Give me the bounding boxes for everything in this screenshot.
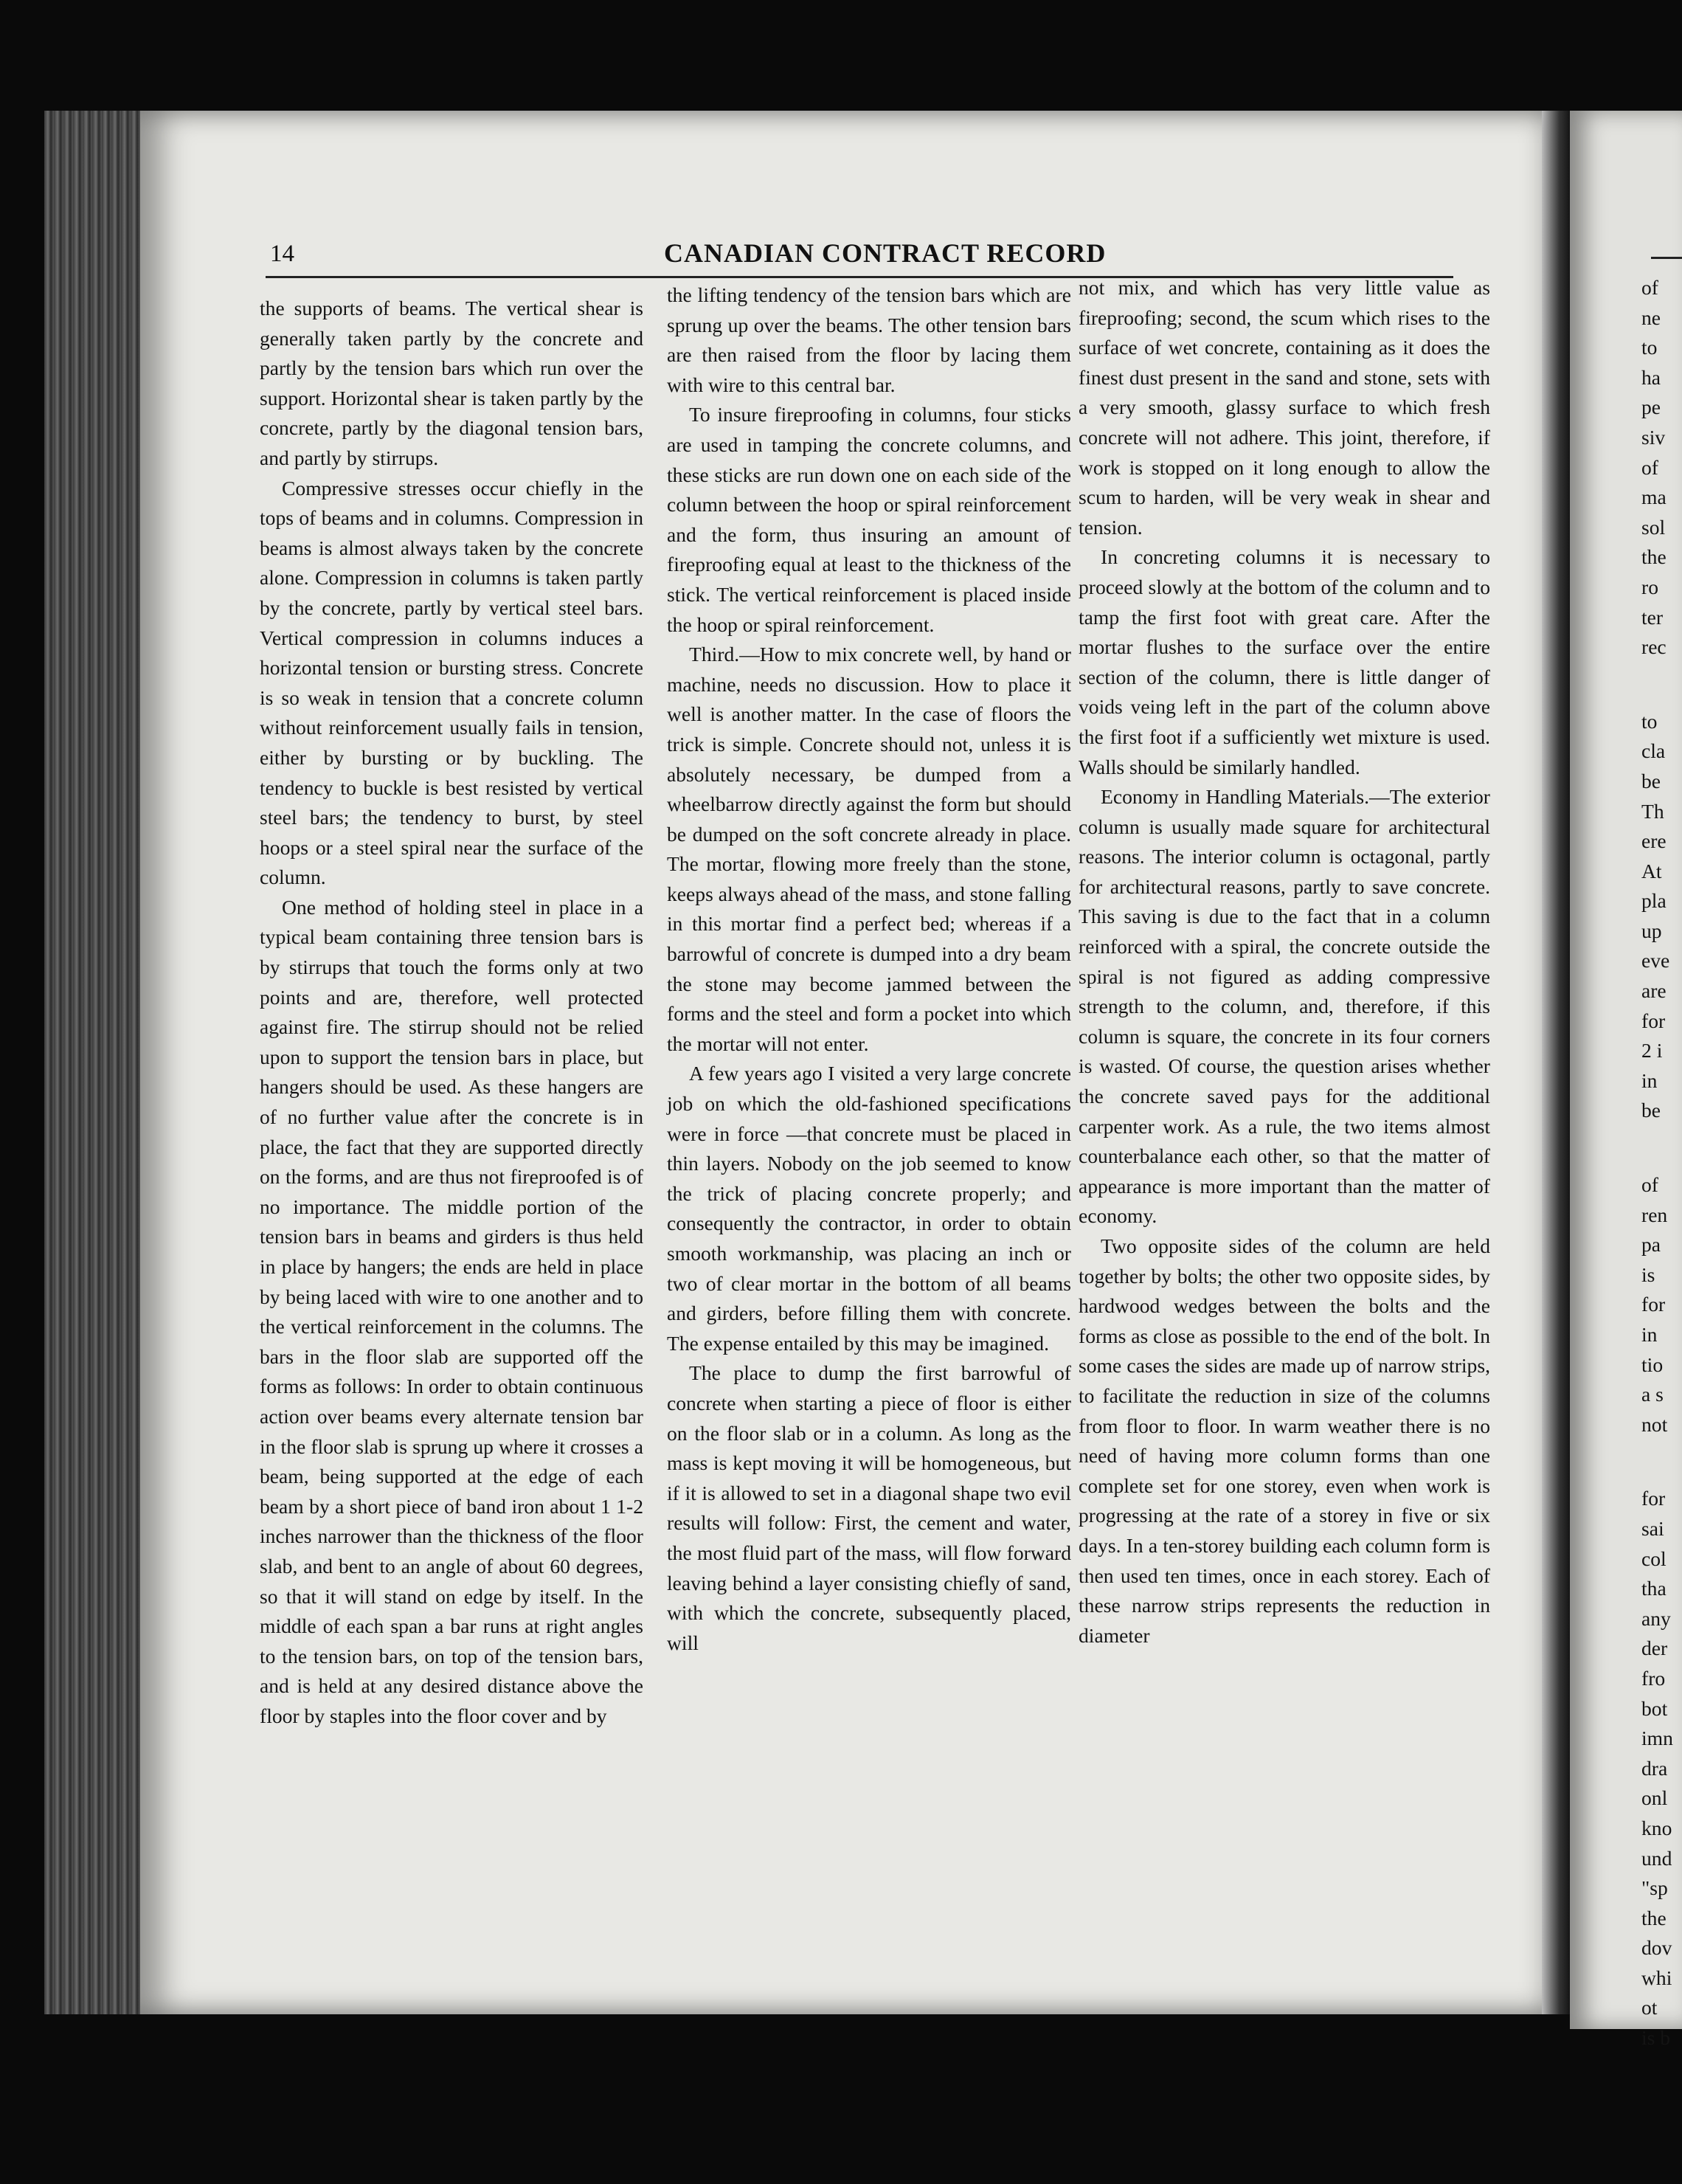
facing-page-line: ro	[1641, 575, 1658, 598]
text-column-2	[667, 280, 1071, 1658]
facing-page-line: be	[1641, 769, 1661, 792]
facing-page-line: to	[1641, 709, 1658, 733]
facing-page-line: in	[1641, 1323, 1658, 1346]
facing-page-line: cla	[1641, 739, 1666, 763]
paragraph: not mix, and which has very little value as fireproofing; second, the scum which rises to the surface of wet concrete, containing as it does the finest dust present in the sand and stone, sets with a very smooth, glassy surface to which fresh concrete will not adhere. This joint, therefore, if work is stopped on it long enough to allow the scum to harden, will be very weak in shear and tension.	[1079, 276, 1490, 539]
facing-page-line: of	[1641, 1173, 1658, 1197]
paragraph: Third.—How to mix concrete well, by hand or machine, needs no discussion. How to place it well is another matter. In the case of floors the trick is simple. Concrete should not, unless it is absolutely necessary, be dumped from a wheelbarrow directly against the form but should be dumped on the soft concrete already in place. The mortar, flowing more freely than the stone, keeps always ahead of the mass, and stone falling in this mortar find a perfect bed; whereas if a barrowful of concrete is dumped into a dry beam the stone may become jammed between the forms and the steel and form a pocket into which the mortar will not enter.	[667, 643, 1071, 1055]
facing-page-line: of	[1641, 276, 1658, 299]
facing-page-line: At	[1641, 859, 1662, 882]
facing-page-line: tha	[1641, 1577, 1667, 1600]
paragraph: A few years ago I visited a very large concrete job on which the old-fashioned specifications were in force —that concrete must be placed in thin layers. Nobody on the job seemed to know the trick of placing concrete properly; and consequently the contractor, in order to obtain smooth workmanship, was placing an inch or two of clear mortar in the bottom of all beams and girders, before filling them with concrete. The expense entailed by this may be imagined.	[667, 1062, 1071, 1355]
facing-page-line: sol	[1641, 515, 1666, 539]
facing-page-line: ma	[1641, 485, 1667, 509]
facing-page-line	[1641, 1440, 1682, 1484]
facing-page-line: ter	[1641, 605, 1664, 629]
paragraph: the supports of beams. The vertical shear is generally taken partly by the concrete and partly by the tension bars which run over the support. Horizontal shear is taken partly by the concrete, partly by the diagonal tension bars, and partly by stirrups.	[260, 297, 643, 469]
facing-page-line: ne	[1641, 305, 1661, 329]
facing-page-line: "sp	[1641, 1876, 1668, 1900]
facing-page-line: kno	[1641, 1816, 1672, 1839]
facing-page-line: rec	[1641, 635, 1667, 659]
paragraph: One method of holding steel in place in a typical beam containing three tension bars is by stirrups that touch the forms only at two points and are, therefore, well protected against fire. The stirrup should not be relied upon to support the tension bars in place, but hangers should be used. As these hangers are of no further value after the concrete is in place, the fact that they are supported directly on the forms, and are thus not fireproofed is of no importance. The middle portion of the tension bars in beams and girders is thus held in place by hangers; the ends are held in place by being laced with wire to one another and to the vertical reinforcement in the columns. The bars in the floor slab are supported off the forms as follows: In order to obtain continuous action over beams every alternate tension bar in the floor slab is sprung up where it crosses a beam, being supported at the edge of each beam by a short piece of band iron about 1 1-2 inches narrower than the thickness of the floor slab, and bent to an angle of about 60 degrees, so that it will stand on edge by itself. In the middle of each span a bar runs at right angles to the tension bars, on top of the tension bars, and is held at any desired distance above the floor by staples into the floor cover and by	[260, 895, 643, 1727]
page-edges	[44, 111, 155, 2014]
facing-page-line: ere	[1641, 829, 1667, 853]
facing-page-line: und	[1641, 1846, 1672, 1870]
facing-page-line: eve	[1641, 949, 1670, 972]
facing-page-line: col	[1641, 1547, 1667, 1570]
facing-page-line: whi	[1641, 1966, 1672, 1989]
facing-page-text-fragments	[1641, 273, 1682, 2053]
facing-page-line: onl	[1641, 1786, 1668, 1810]
page-number: 14	[270, 241, 294, 267]
facing-page-line: are	[1641, 979, 1667, 1003]
facing-page-line: ren	[1641, 1203, 1668, 1226]
facing-page-line	[1641, 1126, 1682, 1170]
facing-page-line: the	[1641, 1906, 1667, 1929]
facing-page-line: dra	[1641, 1756, 1668, 1780]
facing-page-line: for	[1641, 1009, 1666, 1032]
facing-page-line: a s	[1641, 1383, 1664, 1406]
text-column-1	[260, 294, 643, 1732]
facing-page-line: the	[1641, 545, 1667, 569]
facing-page-line: pla	[1641, 889, 1667, 913]
paragraph: Two opposite sides of the column are held together by bolts; the other two opposite sides, by hardwood wedges between the bolts and the forms as close as possible to the end of the bolt. In some cases the sides are made up of narrow strips, to facilitate the reduction in size of the columns from floor to floor. In warm weather there is no need of having more column forms than one complete set for one storey, even when work is progressing at the rate of a storey in five or six days. In a ten-storey building each column form is then used ten times, once in each storey. Each of these narrow strips represents the reduction in diameter	[1079, 1234, 1490, 1647]
facing-page-line: is	[1641, 1262, 1655, 1286]
facing-page-line: siv	[1641, 425, 1666, 449]
facing-page-line: to	[1641, 336, 1658, 359]
paragraph: In concreting columns it is necessary to proceed slowly at the bottom of the column and to tamp the first foot with great care. After the mortar flushes to the surface over the entire section of the column, there is little danger of voids veing left in the part of the column above the first foot if a sufficiently wet mixture is used. Walls should be similarly handled.	[1079, 545, 1490, 778]
journal-title: CANADIAN CONTRACT RECORD	[664, 238, 1107, 268]
facing-page-line: ha	[1641, 365, 1661, 389]
book-spine	[1542, 111, 1571, 2014]
facing-page-line: Th	[1641, 799, 1664, 823]
facing-page-line: tio	[1641, 1352, 1664, 1376]
facing-page-line: up	[1641, 919, 1662, 942]
facing-page-line: imn	[1641, 1727, 1673, 1750]
facing-page-line: any	[1641, 1606, 1671, 1630]
facing-page-line: is b	[1641, 2026, 1671, 2050]
facing-page-line	[1641, 663, 1682, 707]
facing-page-line: for	[1641, 1487, 1666, 1510]
paragraph: Compressive stresses occur chiefly in the tops of beams and in columns. Compression in beams is almost always taken by the concrete alone. Compression in columns is taken partly by the concrete, partly by vertical steel bars. Vertical compression in columns induces a horizontal tension or bursting stress. Concrete is so weak in tension that a concrete column without reinforcement usually fails in tension, either by bursting or by buckling. The tendency to buckle is best resisted by vertical steel bars; the tendency to burst, by steel hoops or a steel spiral near the surface of the column.	[260, 476, 643, 889]
facing-page-line: 2 i	[1641, 1039, 1663, 1062]
facing-page-line: of	[1641, 455, 1658, 479]
facing-page-line: fro	[1641, 1666, 1666, 1690]
paragraph: To insure fireproofing in columns, four sticks are used in tamping the concrete columns, and these sticks are run down one on each side of the column between the hoop or spiral reinforcement and the form, thus insuring an amount of fireproofing equal at least to the thickness of the stick. The vertical reinforcement is placed inside the hoop or spiral reinforcement.	[667, 403, 1071, 636]
facing-page-line: in	[1641, 1068, 1658, 1092]
paragraph: The place to dump the first barrowful of concrete when starting a piece of floor is either on the floor slab or in a column. As long as the mass is kept moving it will be homogeneous, but if it is allowed to set in a diagonal shape two evil results will follow: First, the cement and water, the most fluid part of the mass, will flow forward leaving behind a layer consisting chiefly of sand, with which the concrete, subsequently placed, will	[667, 1361, 1071, 1654]
facing-page-line: pe	[1641, 395, 1661, 419]
facing-page-line: bot	[1641, 1696, 1668, 1720]
facing-page-line: ot	[1641, 1996, 1658, 2019]
facing-page-line: der	[1641, 1637, 1668, 1660]
facing-page-line: not	[1641, 1412, 1668, 1436]
facing-page-line: dov	[1641, 1936, 1672, 1960]
facing-page-line: be	[1641, 1099, 1661, 1122]
paragraph: Economy in Handling Materials.—The exterior column is usually made square for architectural reasons. The interior column is octagonal, partly for architectural reasons, partly to save concrete. This saving is due to the fact that in a column reinforced with a spiral, the concrete outside the spiral is not figured as adding compressive strength to the column, and, therefore, if this column is square, the concrete in its four corners is wasted. Of course, the question arises whether the concrete saved pays for the additional carpenter work. As a rule, the two items almost counterbalance each other, so that the matter of appearance is more important than the matter of economy.	[1079, 785, 1490, 1228]
facing-page-line: sai	[1641, 1516, 1664, 1540]
text-column-3	[1079, 273, 1490, 1651]
facing-page-line: pa	[1641, 1233, 1661, 1257]
facing-page-line: for	[1641, 1293, 1666, 1316]
paragraph: the lifting tendency of the tension bars which are sprung up over the beams. The other tension bars are then raised from the floor by lacing them with wire to this central bar.	[667, 283, 1071, 396]
facing-page-rule	[1651, 257, 1682, 259]
